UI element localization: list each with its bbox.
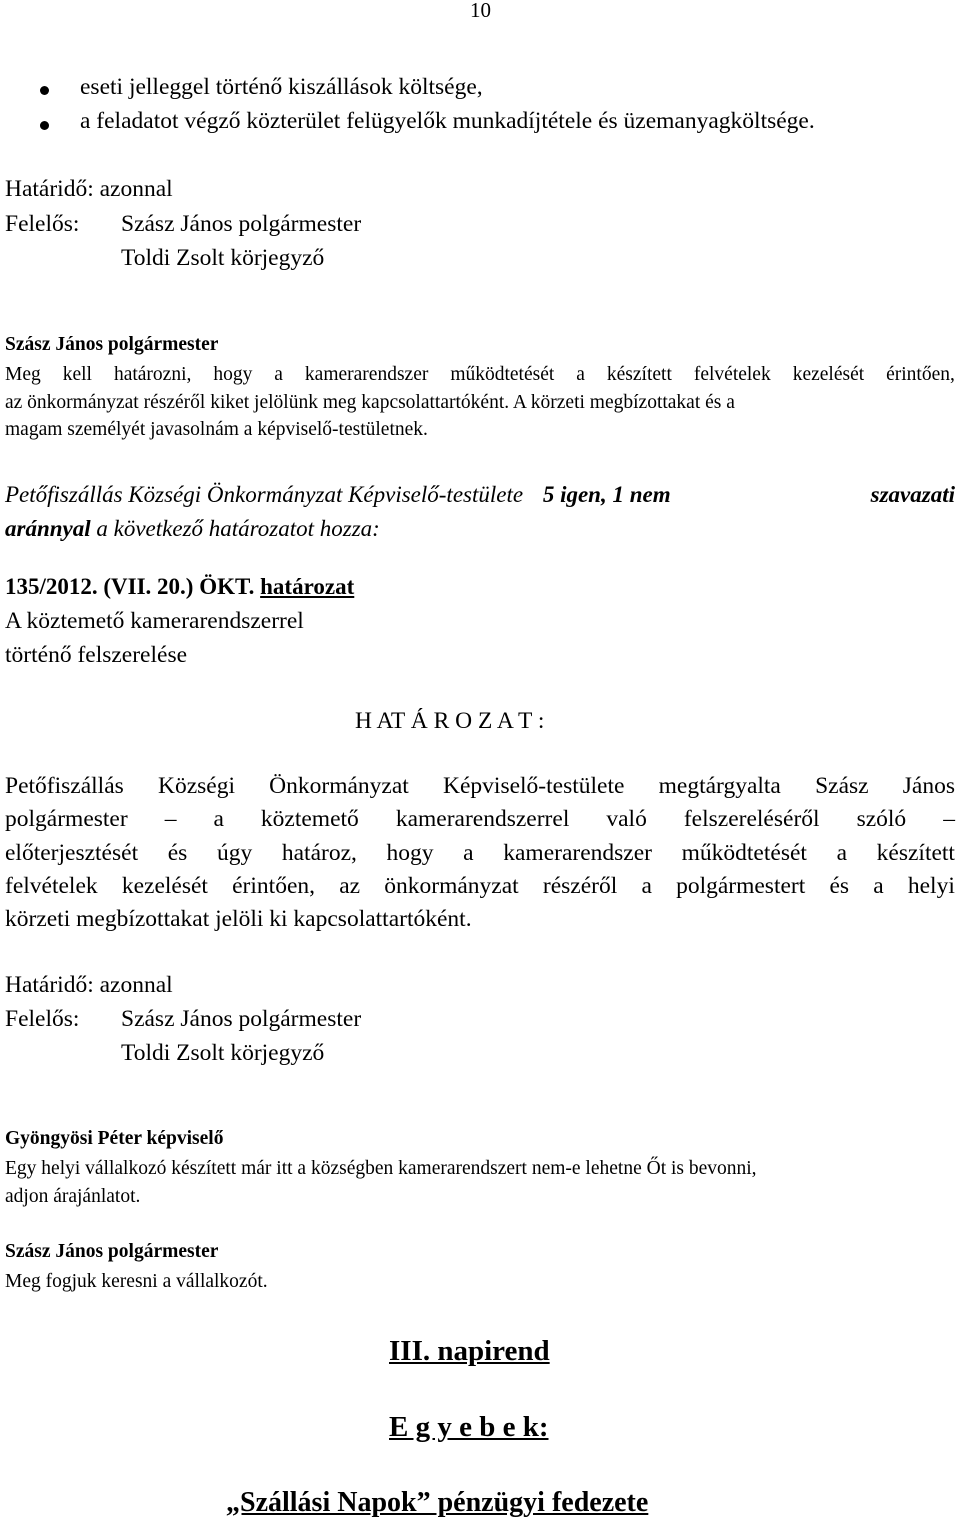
agenda-title: E g y e b e k: xyxy=(389,1411,549,1443)
word: – xyxy=(164,806,177,832)
word: megtárgyalta xyxy=(658,773,781,799)
word: hogy xyxy=(386,840,434,866)
word: szóló xyxy=(856,806,907,832)
bullet-icon xyxy=(40,121,49,130)
word: a xyxy=(836,840,848,866)
word: működtetését xyxy=(450,364,555,385)
word: köztemető xyxy=(260,806,359,832)
vote-line xyxy=(5,482,955,508)
word: való xyxy=(606,806,647,832)
word: hogy xyxy=(213,364,253,385)
word: felvételek xyxy=(5,873,98,899)
word: kamerarendszerrel xyxy=(395,806,570,832)
speaker-name: Gyöngyösi Péter képviselő xyxy=(5,1128,224,1149)
resolution-heading: H AT Á R O Z A T : xyxy=(355,708,545,734)
word: és xyxy=(829,873,850,899)
vote-count: 5 igen, 1 nem xyxy=(542,482,671,507)
word: kezelését xyxy=(792,364,865,385)
word: készített xyxy=(876,840,955,866)
word: Meg xyxy=(5,364,41,385)
body-line-text xyxy=(5,773,955,800)
speaker-name: Szász János polgármester xyxy=(5,1241,219,1262)
word: az xyxy=(339,873,361,899)
word: úgy xyxy=(216,840,253,866)
speech-line xyxy=(5,364,955,386)
speech-line-text xyxy=(5,364,955,386)
bullet-icon xyxy=(40,86,49,95)
word: kezelését xyxy=(121,873,208,899)
word: előterjesztését xyxy=(5,840,139,866)
word: Petőfiszállás xyxy=(5,773,124,799)
agenda-subtitle: „Szállási Napok” pénzügyi fedezete xyxy=(226,1487,649,1518)
vote-szavazati: szavazati xyxy=(870,482,955,507)
resolution-number-line xyxy=(5,574,354,600)
deadline: Határidő: azonnal xyxy=(5,176,173,202)
agenda-item: III. napirend xyxy=(389,1335,550,1367)
resolution-body-line xyxy=(5,806,955,833)
word: kamerarendszer xyxy=(304,364,429,385)
speaker-name: Szász János polgármester xyxy=(5,334,219,355)
resolution-number: 135/2012. (VII. 20.) ÖKT. xyxy=(5,574,255,599)
resolution-subject: A köztemető kamerarendszerrel xyxy=(5,608,304,634)
word: határozni, xyxy=(113,364,192,385)
list-item: a feladatot végző közterület felügyelők munkadíjtétele és üzemanyagköltsége. xyxy=(80,108,815,134)
word: határoz, xyxy=(281,840,357,866)
body-line-text xyxy=(5,840,955,867)
body-line-text xyxy=(5,806,955,833)
word: önkormányzat xyxy=(384,873,519,899)
vote-arannyal: aránnyal xyxy=(5,516,91,541)
responsible-mayor: Szász János polgármester xyxy=(121,211,362,237)
speech-line: magam személyét javasolnám a képviselő-testületnek. xyxy=(5,419,428,440)
responsible-mayor: Szász János polgármester xyxy=(121,1006,362,1032)
word: készített xyxy=(606,364,672,385)
word: működtetését xyxy=(681,840,807,866)
word: érintően, xyxy=(232,873,315,899)
word: Szász xyxy=(815,773,869,799)
speech-line: Egy helyi vállalkozó készített már itt a községben kamerarendszert nem-e lehetne Őt is bevonni, xyxy=(5,1158,757,1179)
word: – xyxy=(943,806,955,832)
resolution-word: határozat xyxy=(260,574,355,599)
responsible-notary: Toldi Zsolt körjegyző xyxy=(121,245,325,271)
word: részéről xyxy=(542,873,618,899)
word: Önkormányzat xyxy=(269,773,409,799)
word: a xyxy=(576,364,585,385)
responsible-label: Felelős: xyxy=(5,211,80,237)
word: kell xyxy=(62,364,92,385)
speech-line: az önkormányzat részéről kiket jelölünk meg kapcsolattartóként. A körzeti megbízottakat és a xyxy=(5,392,735,413)
resolution-body-line xyxy=(5,873,955,900)
word: és xyxy=(167,840,188,866)
word: érintően, xyxy=(886,364,955,385)
word: a xyxy=(463,840,474,866)
word: a xyxy=(213,806,224,832)
speech-line: adjon árajánlatot. xyxy=(5,1186,141,1207)
council-name: Petőfiszállás Községi Önkormányzat Képviselő-testülete xyxy=(5,482,524,507)
word: Községi xyxy=(157,773,235,799)
word: Képviselő-testülete xyxy=(443,773,625,799)
word: polgármestert xyxy=(676,873,806,899)
resolution-body-last: körzeti megbízottakat jelöli ki kapcsolattartóként. xyxy=(5,906,472,932)
word: felszereléséről xyxy=(683,806,820,832)
vote-tail: a következő határozatot hozza: xyxy=(96,516,380,541)
responsible-label: Felelős: xyxy=(5,1006,80,1032)
word: a xyxy=(641,873,652,899)
vote-line-2 xyxy=(5,516,380,542)
resolution-body-line xyxy=(5,773,955,800)
word: helyi xyxy=(907,873,955,899)
body-line-text xyxy=(5,873,955,900)
responsible-notary: Toldi Zsolt körjegyző xyxy=(121,1040,325,1066)
speech-line: Meg fogjuk keresni a vállalkozót. xyxy=(5,1271,268,1292)
resolution-body-line xyxy=(5,840,955,867)
list-item: eseti jelleggel történő kiszállások költsége, xyxy=(80,74,483,100)
word: kamerarendszer xyxy=(503,840,652,866)
word: János xyxy=(902,773,955,799)
word: polgármester xyxy=(5,806,128,832)
deadline: Határidő: azonnal xyxy=(5,972,173,998)
word: a xyxy=(274,364,283,385)
word: a xyxy=(873,873,884,899)
resolution-subject: történő felszerelése xyxy=(5,642,188,668)
page-number: 10 xyxy=(470,0,491,22)
word: felvételek xyxy=(693,364,771,385)
